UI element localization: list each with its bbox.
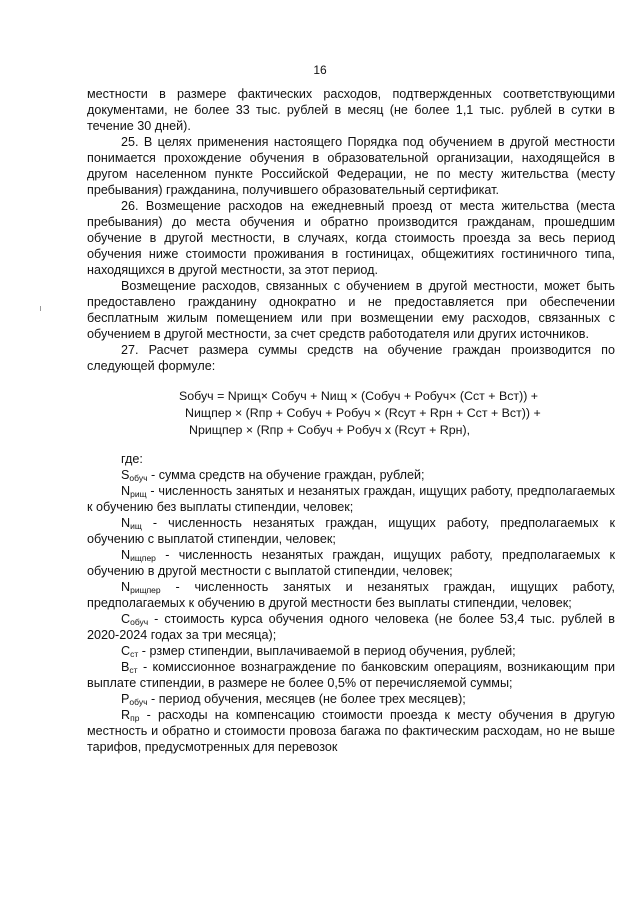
definition-item bbox=[87, 643, 615, 659]
definition-subscript: ст bbox=[130, 649, 139, 659]
definition-symbol: C bbox=[121, 612, 131, 626]
paragraph-26: 26. Возмещение расходов на ежедневный проезд от места жительства (места пребывания) до места обучения и обратно производится гражданам, прошедшим обучение в другой местности, в случаях, когда стоимость проезда за весь период обучения ниже стоимости проживания в гостиницах, общежитиях гостиничного типа, находящихся в другой местности, за этот период. bbox=[87, 199, 615, 277]
document-body bbox=[87, 86, 615, 755]
definition-symbol: R bbox=[121, 708, 131, 722]
paragraph-reimbursement: Возмещение расходов, связанных с обучением в другой местности, может быть предоставлено гражданину однократно и не предоставляется при обеспечении бесплатным жилым помещением или при возмещении ему расходов, связанных с обучением в другой местности, за счет средств работодателя или других источников. bbox=[87, 279, 615, 341]
definition-symbol: N bbox=[121, 548, 131, 562]
page-number: 16 bbox=[313, 63, 327, 77]
definition-subscript: пр bbox=[130, 713, 140, 723]
definition-item bbox=[87, 547, 615, 579]
formula-line-1: Sобуч = Nрищ× Cобуч + Nищ × (Cобуч + Pобуч× (Cст + Bст)) + bbox=[179, 389, 539, 403]
scan-mark bbox=[40, 306, 41, 311]
definition-subscript: обуч bbox=[129, 473, 148, 483]
formula-line-3: Nрищпер × (Rпр + Cобуч + Pобуч x (Rсут + Rрн), bbox=[189, 423, 471, 437]
definition-subscript: обуч bbox=[130, 617, 149, 627]
definition-item bbox=[87, 691, 615, 707]
definition-symbol: N bbox=[121, 580, 131, 594]
definition-symbol: C bbox=[121, 644, 131, 658]
where-label: где: bbox=[121, 452, 143, 466]
definition-subscript: ст bbox=[129, 665, 138, 675]
formula-line-2: Nищпер × (Rпр + Cобуч + Pобуч × (Rсут + Rрн + Cст + Bст)) + bbox=[185, 406, 541, 420]
definition-text: - сумма средств на обучение граждан, рублей; bbox=[147, 468, 425, 482]
definition-text: - расходы на компенсацию стоимости проезда к месту обучения в другую местность и обратно и стоимости провоза багажа по фактическим расходам, но не выше тарифов, предусмотренных для перевозок bbox=[87, 708, 615, 754]
definition-symbol: P bbox=[121, 692, 130, 706]
paragraph-continuation: местности в размере фактических расходов, подтвержденных соответствующими документами, не более 33 тыс. рублей в месяц (не более 1,1 тыс. рублей в сутки в течение 30 дней). bbox=[87, 87, 615, 133]
definitions-list bbox=[87, 467, 615, 755]
definition-item bbox=[87, 611, 615, 643]
definition-item bbox=[87, 579, 615, 611]
definition-text: - период обучения, месяцев (не более трех месяцев); bbox=[147, 692, 466, 706]
definition-text: - комиссионное вознаграждение по банковским операциям, возникающим при выплате стипендии, в размере не более 0,5% от перечисляемой суммы; bbox=[87, 660, 615, 690]
definition-item bbox=[87, 467, 615, 483]
definition-item bbox=[87, 515, 615, 547]
definition-text: - стоимость курса обучения одного человека (не более 53,4 тыс. рублей в 2020-2024 годах за три месяца); bbox=[87, 612, 615, 642]
definition-symbol: B bbox=[121, 660, 130, 674]
formula bbox=[87, 388, 615, 439]
definition-text: - численность незанятых граждан, ищущих работу, предполагаемых к обучению с выплатой стипендии, человек; bbox=[87, 516, 615, 546]
definition-subscript: ищ bbox=[130, 521, 142, 531]
definition-symbol: N bbox=[121, 516, 131, 530]
paragraph-27: 27. Расчет размера суммы средств на обучение граждан производится по следующей формуле: bbox=[87, 343, 615, 373]
definition-symbol: N bbox=[121, 484, 131, 498]
definition-item bbox=[87, 659, 615, 691]
definition-text: - рзмер стипендии, выплачиваемой в период обучения, рублей; bbox=[138, 644, 516, 658]
definition-subscript: обуч bbox=[129, 697, 148, 707]
definition-text: - численность незанятых граждан, ищущих работу, предполагаемых к обучению в другой местности с выплатой стипендии, человек; bbox=[87, 548, 615, 578]
definition-text: - численность занятых и незанятых граждан, ищущих работу, предполагаемых к обучению в другой местности без выплаты стипендии, человек; bbox=[87, 580, 615, 610]
definition-subscript: рищ bbox=[130, 489, 147, 499]
definition-subscript: рищпер bbox=[130, 585, 161, 595]
definition-symbol: S bbox=[121, 468, 130, 482]
definition-item bbox=[87, 707, 615, 755]
definition-text: - численность занятых и незанятых граждан, ищущих работу, предполагаемых к обучению без выплаты стипендии, человек; bbox=[87, 484, 615, 514]
paragraph-25: 25. В целях применения настоящего Порядка под обучением в другой местности понимается прохождение обучения в образовательной организации, находящейся в другом населенном пункте Российской Федерации, не по месту жительства (месту пребывания) гражданина, получившего образовательный сертификат. bbox=[87, 135, 615, 197]
definition-subscript: ищпер bbox=[130, 553, 156, 563]
definition-item bbox=[87, 483, 615, 515]
